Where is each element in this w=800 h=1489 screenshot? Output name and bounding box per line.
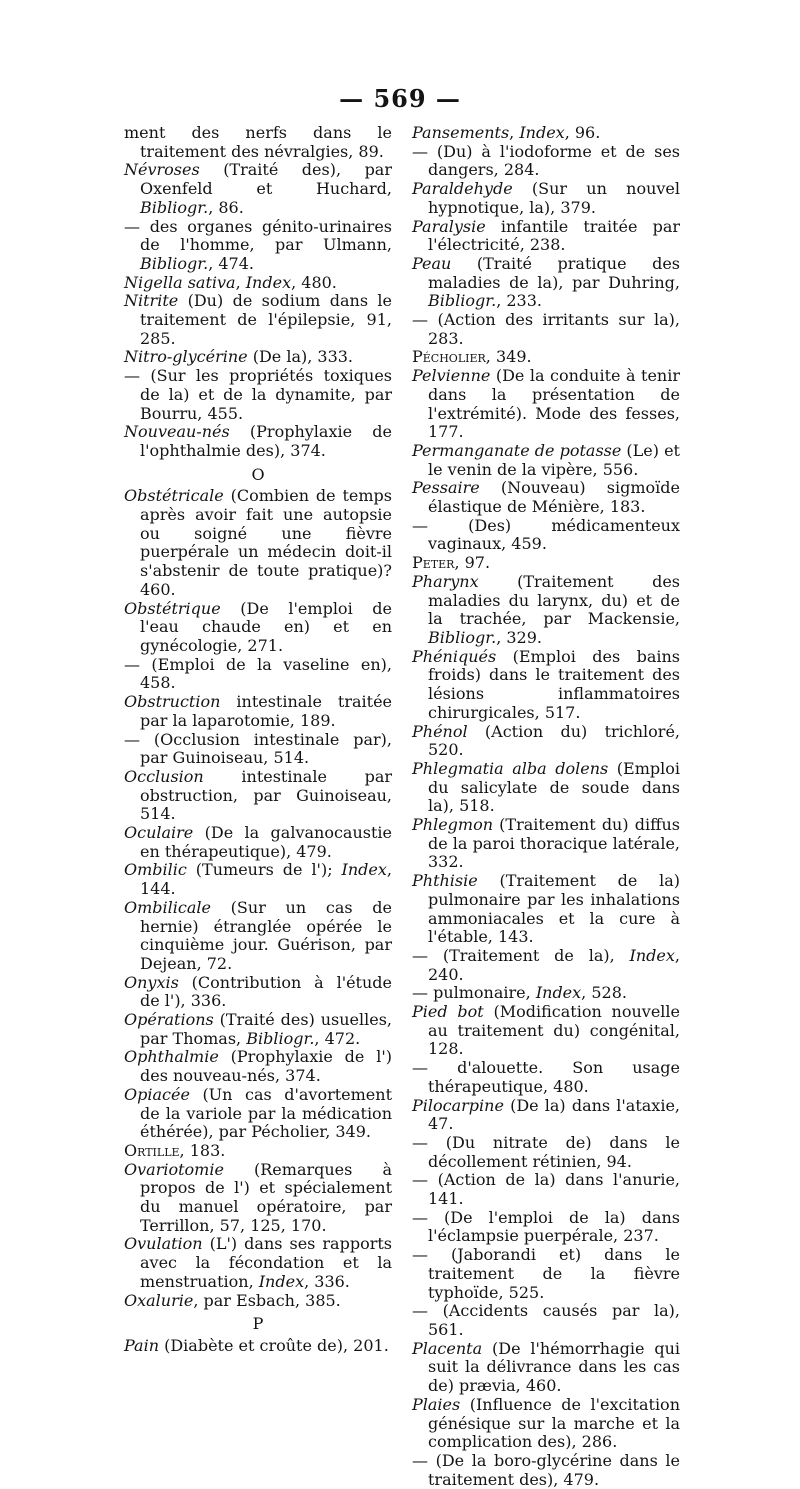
index-entry: Nouveau-nés (Prophylaxie de l'ophthalmie des), 374. [124, 422, 392, 460]
index-entry: — des organes génito-urinaires de l'homme, par Ulmann, Bibliogr., 474. [124, 216, 392, 273]
index-entry: Nitrite (Du) de sodium dans le traitement de l'épilepsie, 91, 285. [124, 291, 392, 348]
index-entry: Paralysie infantile traitée par l'électricité, 238. [412, 216, 680, 255]
index-entry: — (Traitement de la), Index, 240. [412, 945, 680, 984]
index-entry: Pain (Diabète et croûte de), 201. [124, 1336, 389, 1355]
index-entry: Occlusion intestinale par obstruction, par Guinoiseau, 514. [124, 766, 392, 824]
index-entry: Ophthalmie (Prophylaxie de l') des nouveau-nés, 374. [124, 1047, 392, 1086]
page-dash-right: — [435, 84, 461, 113]
index-entry: Paraldehyde (Sur un nouvel hypnotique, la), 379. [412, 179, 680, 217]
index-entry: Nitro-glycérine (De la), 333. [124, 347, 354, 367]
index-entry: — (Du nitrate de) dans le décollement rétinien, 94. [412, 1132, 680, 1171]
index-entry: Ombilicale (Sur un cas de hernie) étranglée opérée le cinquième jour. Guérison, par Dejean, 72. [124, 897, 392, 973]
section-letter-p: P [252, 1314, 264, 1334]
index-entry: — (Action des irritants sur la), 283. [412, 310, 680, 348]
index-entry: Peau (Traité pratique des maladies de la), par Duhring, Bibliogr., 233. [412, 253, 680, 311]
index-entry: — (Du) à l'iodoforme et de ses dangers, 284. [412, 141, 680, 180]
index-entry: Opiacée (Un cas d'avortement de la variole par la médication éthérée), par Pécholier, 349. [124, 1084, 392, 1142]
index-column-right [412, 124, 680, 1489]
index-entry: Phlegmon (Traitement du) diffus de la paroi thoracique latérale, 332. [412, 815, 680, 872]
index-entry: Phlegmatia alba dolens (Emploi du salicylate de soude dans la), 518. [412, 758, 680, 816]
index-entry: Oculaire (De la galvanocaustie en thérapeutique), 479. [124, 823, 392, 861]
page-dash-left: — [339, 84, 365, 113]
index-entry: Névroses (Traité des), par Oxenfeld et Huchard, Bibliogr., 86. [124, 160, 392, 217]
index-entry: Phéniqués (Emploi des bains froids) dans le traitement des lésions inflammatoires chirurgicales, 517. [412, 646, 680, 722]
index-entry: Ortille, 183. [124, 1140, 226, 1160]
index-entry: Onyxis (Contribution à l'étude de l'), 336. [124, 972, 392, 1011]
index-entry: — (Emploi de la vaseline en), 458. [124, 654, 392, 693]
index-entry: — (Sur les propriétés toxiques de la) et de la dynamite, par Bourru, 455. [124, 366, 392, 423]
index-entry: Obstétricale (Combien de temps après avoir fait une autopsie ou soigné une fièvre puerpérale un médecin doit-il s'abstenir de toute pratique)? 460. [124, 486, 392, 599]
page-number-value: 569 [373, 84, 427, 113]
index-entry: — (Jaborandi et) dans le traitement de la fièvre typhoïde, 525. [412, 1245, 680, 1302]
index-entry: ment des nerfs dans le traitement des névralgies, 89. [124, 123, 392, 161]
index-entry: Pharynx (Traitement des maladies du larynx, du) et de la trachée, par Mackensie, Bibliogr., 329. [412, 571, 680, 647]
index-entry: Pilocarpine (De la) dans l'ataxie, 47. [412, 1095, 680, 1134]
index-entry: — pulmonaire, Index, 528. [412, 983, 627, 1003]
index-entry: Phénol (Action du) trichloré, 520. [412, 721, 680, 760]
index-entry: Ovulation (L') dans ses rapports avec la fécondation et la menstruation, Index, 336. [124, 1234, 392, 1291]
index-entry: Pied bot (Modification nouvelle au traitement du) congénital, 128. [412, 1002, 680, 1059]
index-entry: — (Des) médicamenteux vaginaux, 459. [412, 515, 680, 554]
index-entry: Obstétrique (De l'emploi de l'eau chaude en) et en gynécologie, 271. [124, 598, 392, 655]
index-entry: Pessaire (Nouveau) sigmoïde élastique de Ménière, 183. [412, 478, 680, 517]
page-number [0, 84, 800, 113]
index-entry: Ovariotomie (Remarques à propos de l') et spécialement du manuel opératoire, par Terrillon, 57, 125, 170. [124, 1159, 392, 1235]
index-entry: — d'alouette. Son usage thérapeutique, 480. [412, 1058, 680, 1096]
index-entry: Ombilic (Tumeurs de l'); Index, 144. [124, 860, 392, 899]
index-entry: Nigella sativa, Index, 480. [124, 272, 337, 292]
index-entry: Pécholier, 349. [412, 347, 532, 367]
section-letter-o: O [251, 464, 265, 484]
index-entry: Opérations (Traité des) usuelles, par Thomas, Bibliogr., 472. [124, 1010, 392, 1048]
index-entry: Plaies (Influence de l'excitation génésique sur la marche et la complication des), 286. [412, 1394, 680, 1452]
index-entry: — (Occlusion intestinale par), par Guinoiseau, 514. [124, 729, 392, 768]
index-entry: Pansements, Index, 96. [412, 123, 601, 142]
index-entry: — (Accidents causés par la), 561. [412, 1301, 680, 1339]
index-entry: Phthisie (Traitement de la) pulmonaire par les inhalations ammoniacales et la cure à l'étable, 143. [412, 871, 680, 947]
index-entry: Placenta (De l'hémorrhagie qui suit la délivrance dans les cas de) prævia, 460. [412, 1338, 680, 1396]
index-entry: — (De l'emploi de la) dans l'éclampsie puerpérale, 237. [412, 1207, 680, 1246]
index-entry: Oxalurie, par Esbach, 385. [124, 1290, 341, 1310]
index-entry: Obstruction intestinale traitée par la laparotomie, 189. [124, 692, 392, 730]
index-entry: — (Action de la) dans l'anurie, 141. [412, 1170, 680, 1209]
index-entry: — (De la boro-glycérine dans le traitement des), 479. [412, 1450, 680, 1489]
index-entry: Peter, 97. [412, 553, 491, 573]
index-column-left [124, 124, 392, 1356]
index-entry: Pelvienne (De la conduite à tenir dans la présentation de l'extrémité). Mode des fesses, 177. [412, 366, 680, 442]
index-entry: Permanganate de potasse (Le) et le venin de la vipère, 556. [412, 440, 680, 479]
